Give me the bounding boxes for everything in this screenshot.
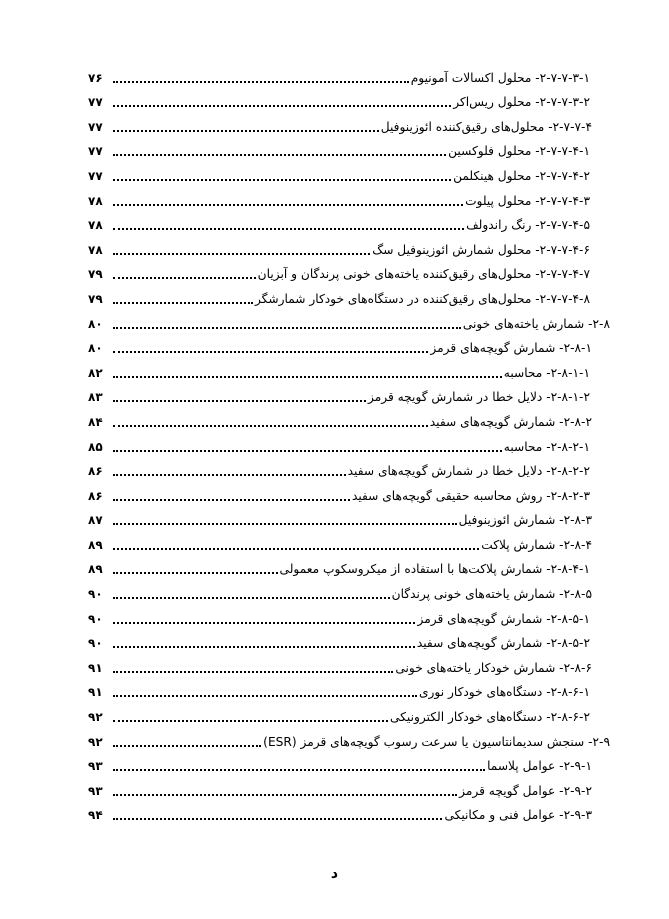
toc-entry-page: ۸۷ bbox=[88, 513, 103, 528]
toc-dot-leader bbox=[113, 351, 428, 353]
toc-entry-title: ۲-۸-۴- شمارش پلاکت bbox=[481, 537, 592, 552]
toc-entry-page: ۸۹ bbox=[88, 537, 103, 552]
toc-entry-page: ۷۶ bbox=[88, 70, 103, 85]
toc-entry-page: ۷۸ bbox=[88, 218, 103, 233]
toc-entry[interactable] bbox=[88, 285, 610, 310]
toc-entry-title: ۲-۷-۷-۴-۷- محلول‌های رقیق‌کننده یاخته‌های خونی پرندگان و آبزیان bbox=[257, 267, 590, 282]
toc-entry-page: ۸۰ bbox=[88, 341, 103, 356]
toc-entry-page: ۸۹ bbox=[88, 562, 103, 577]
toc-dot-leader bbox=[113, 130, 379, 132]
toc-entry[interactable] bbox=[88, 138, 610, 163]
toc-entry[interactable] bbox=[88, 162, 610, 187]
toc-entry[interactable] bbox=[88, 580, 610, 605]
toc-entry-page: ۸۵ bbox=[88, 439, 103, 454]
toc-entry[interactable] bbox=[88, 679, 610, 704]
toc-dot-leader bbox=[113, 794, 457, 796]
toc-entry[interactable] bbox=[88, 187, 610, 212]
toc-entry-title: ۲-۸-۵- شمارش یاخته‌های خونی پرندگان bbox=[391, 587, 592, 602]
toc-dot-leader bbox=[113, 499, 350, 501]
toc-entry-title: ۲-۸-۱-۱- محاسبه bbox=[503, 365, 590, 380]
toc-entry[interactable] bbox=[88, 89, 610, 114]
page-number-footer: د bbox=[330, 866, 339, 882]
toc-entry-title: ۲-۹-۱- عوامل پلاسما bbox=[487, 759, 592, 774]
toc-dot-leader bbox=[113, 474, 346, 476]
toc-entry-title: ۲-۸- شمارش یاخته‌های خونی bbox=[462, 316, 610, 331]
toc-entry-title: ۲-۹-۳- عوامل فنی و مکانیکی bbox=[444, 808, 592, 823]
toc-entry[interactable] bbox=[88, 359, 610, 384]
toc-entry-page: ۸۴ bbox=[88, 414, 103, 429]
toc-entry-title: ۲-۸-۶-۱- دستگاه‌های خودکار نوری bbox=[418, 685, 590, 700]
toc-dot-leader bbox=[113, 105, 451, 107]
toc-entry[interactable] bbox=[88, 433, 610, 458]
toc-entry-page: ۷۹ bbox=[88, 267, 103, 282]
toc-dot-leader bbox=[113, 327, 461, 329]
toc-entry-page: ۹۲ bbox=[88, 710, 103, 725]
toc-dot-leader bbox=[113, 154, 446, 156]
toc-entry-page: ۹۱ bbox=[88, 660, 103, 675]
toc-entry-page: ۹۰ bbox=[88, 611, 103, 626]
toc-entry-title: ۲-۷-۷-۴-۱- محلول فلوکسین bbox=[448, 144, 590, 159]
toc-dot-leader bbox=[113, 572, 278, 574]
toc-entry-page: ۷۷ bbox=[88, 95, 103, 110]
toc-entry-page: ۷۸ bbox=[88, 193, 103, 208]
toc-entry-title: ۲-۸-۲- شمارش گویچه‌های سفید bbox=[429, 414, 592, 429]
table-of-contents bbox=[88, 64, 610, 826]
toc-dot-leader bbox=[113, 204, 463, 206]
toc-entry-title: ۲-۷-۷-۴-۲- محلول هینکلمن bbox=[453, 168, 590, 183]
toc-entry-title: ۲-۷-۷-۴-۵- رنگ راندولف bbox=[466, 218, 590, 233]
toc-entry-page: ۸۶ bbox=[88, 488, 103, 503]
toc-entry-title: ۲-۸-۵-۲- شمارش گویچه‌های سفید bbox=[416, 636, 590, 651]
toc-entry-title: ۲-۷-۷-۳-۱- محلول اکسالات آمونیوم bbox=[410, 70, 590, 85]
toc-entry[interactable] bbox=[88, 482, 610, 507]
toc-entry-title: ۲-۹-۲- عوامل گویچه قرمز bbox=[459, 783, 592, 798]
toc-dot-leader bbox=[113, 253, 370, 255]
toc-entry-page: ۹۰ bbox=[88, 587, 103, 602]
toc-entry-page: ۷۷ bbox=[88, 144, 103, 159]
toc-entry-page: ۷۸ bbox=[88, 242, 103, 257]
toc-entry[interactable] bbox=[88, 777, 610, 802]
toc-entry[interactable] bbox=[88, 113, 610, 138]
toc-entry[interactable] bbox=[88, 64, 610, 89]
toc-dot-leader bbox=[113, 376, 502, 378]
toc-entry[interactable] bbox=[88, 630, 610, 655]
toc-entry-title: ۲-۷-۷-۴-۳- محلول پیلوت bbox=[465, 193, 590, 208]
toc-entry[interactable] bbox=[88, 605, 610, 630]
toc-dot-leader bbox=[113, 450, 502, 452]
toc-entry[interactable] bbox=[88, 310, 610, 335]
toc-dot-leader bbox=[113, 81, 409, 83]
toc-entry-page: ۹۰ bbox=[88, 636, 103, 651]
toc-entry-page: ۹۱ bbox=[88, 685, 103, 700]
toc-dot-leader bbox=[113, 400, 366, 402]
toc-dot-leader bbox=[113, 769, 485, 771]
toc-dot-leader bbox=[113, 818, 442, 820]
toc-entry[interactable] bbox=[88, 753, 610, 778]
toc-dot-leader bbox=[113, 523, 457, 525]
toc-entry-title: ۲-۸-۴-۱- شمارش پلاکت‌ها با استفاده از میکروسکوپ معمولی bbox=[279, 562, 590, 577]
toc-dot-leader bbox=[113, 745, 261, 747]
toc-dot-leader bbox=[113, 695, 417, 697]
toc-entry[interactable] bbox=[88, 802, 610, 827]
toc-entry[interactable] bbox=[88, 261, 610, 286]
toc-entry[interactable] bbox=[88, 335, 610, 360]
toc-entry-page: ۹۳ bbox=[88, 759, 103, 774]
toc-dot-leader bbox=[113, 302, 253, 304]
toc-entry-page: ۷۷ bbox=[88, 168, 103, 183]
toc-dot-leader bbox=[113, 597, 390, 599]
toc-entry-page: ۸۳ bbox=[88, 390, 103, 405]
toc-entry[interactable] bbox=[88, 703, 610, 728]
toc-entry-page: ۸۲ bbox=[88, 365, 103, 380]
toc-entry-title: ۲-۸-۲-۲- دلایل خطا در شمارش گویچه‌های سفید bbox=[347, 464, 590, 479]
toc-dot-leader bbox=[113, 277, 256, 279]
toc-entry-title: ۲-۹- سنجش سدیمانتاسیون یا سرعت رسوب گویچه‌های قرمز (ESR) bbox=[263, 734, 610, 749]
toc-entry[interactable] bbox=[88, 507, 610, 532]
toc-entry-page: ۸۶ bbox=[88, 464, 103, 479]
toc-dot-leader bbox=[113, 548, 479, 550]
toc-entry-title: ۲-۷-۷-۴- محلول‌های رقیق‌کننده ائوزینوفیل bbox=[380, 119, 592, 134]
toc-dot-leader bbox=[113, 622, 415, 624]
toc-entry[interactable] bbox=[88, 458, 610, 483]
toc-entry-page: ۹۴ bbox=[88, 808, 103, 823]
toc-entry[interactable] bbox=[88, 556, 610, 581]
toc-dot-leader bbox=[113, 671, 393, 673]
toc-dot-leader bbox=[113, 425, 428, 427]
toc-entry-page: ۹۳ bbox=[88, 783, 103, 798]
toc-entry[interactable] bbox=[88, 384, 610, 409]
toc-entry[interactable] bbox=[88, 408, 610, 433]
toc-entry-page: ۷۹ bbox=[88, 291, 103, 306]
toc-entry-page: ۹۲ bbox=[88, 734, 103, 749]
toc-entry-title: ۲-۸-۶- شمارش خودکار یاخته‌های خونی bbox=[395, 660, 592, 675]
toc-entry[interactable] bbox=[88, 236, 610, 261]
toc-entry-title: ۲-۸-۳- شمارش ائوزینوفیل bbox=[458, 513, 592, 528]
toc-entry-title: ۲-۸-۲-۳- روش محاسبه حقیقی گویچه‌های سفید bbox=[351, 488, 590, 503]
toc-entry-page: ۷۷ bbox=[88, 119, 103, 134]
toc-entry[interactable] bbox=[88, 654, 610, 679]
toc-entry-title: ۲-۸-۲-۱- محاسبه bbox=[503, 439, 590, 454]
toc-entry-title: ۲-۷-۷-۳-۲- محلول ریس‌اکر bbox=[453, 95, 590, 110]
toc-entry-page: ۸۰ bbox=[88, 316, 103, 331]
toc-entry-title: ۲-۷-۷-۴-۸- محلول‌های رقیق‌کننده در دستگاه‌های خودکار شمارشگر bbox=[254, 291, 590, 306]
toc-dot-leader bbox=[113, 646, 415, 648]
toc-dot-leader bbox=[113, 228, 464, 230]
toc-dot-leader bbox=[113, 179, 451, 181]
toc-entry-title: ۲-۸-۱-۲- دلایل خطا در شمارش گویچه قرمز bbox=[367, 390, 590, 405]
toc-entry[interactable] bbox=[88, 728, 610, 753]
toc-dot-leader bbox=[113, 720, 388, 722]
toc-entry-title: ۲-۸-۱- شمارش گویچه‌های قرمز bbox=[430, 341, 592, 356]
toc-entry-title: ۲-۸-۶-۲- دستگاه‌های خودکار الکترونیکی bbox=[390, 710, 590, 725]
toc-entry[interactable] bbox=[88, 531, 610, 556]
toc-entry[interactable] bbox=[88, 212, 610, 237]
toc-entry-title: ۲-۷-۷-۴-۶- محلول شمارش ائوزینوفیل سگ bbox=[372, 242, 590, 257]
toc-entry-title: ۲-۸-۵-۱- شمارش گویچه‌های قرمز bbox=[417, 611, 590, 626]
